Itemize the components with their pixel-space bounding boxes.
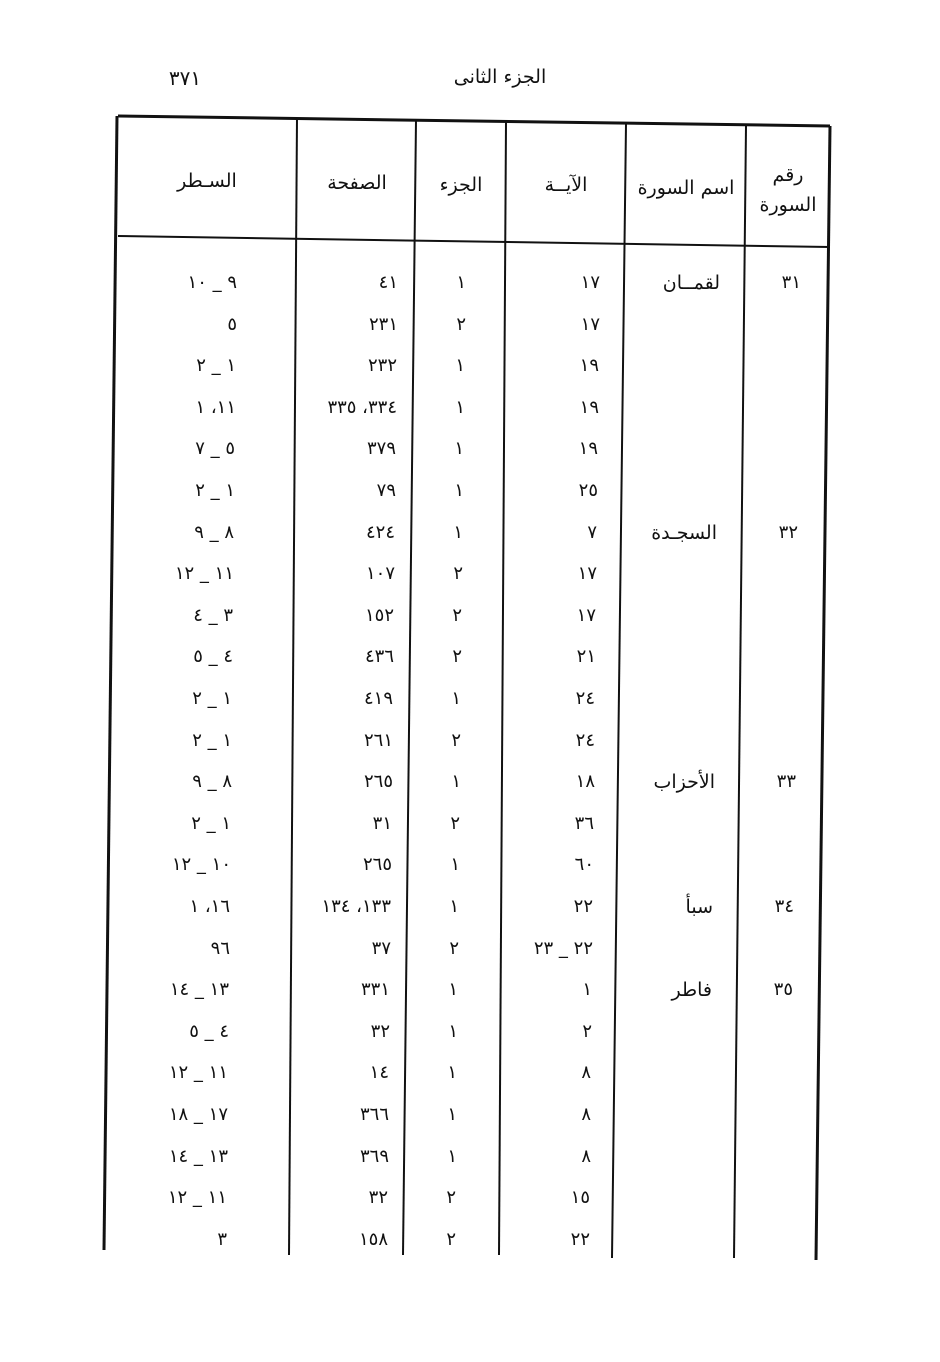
surah-number-cell: ٣٣ [776, 771, 796, 792]
part-cell: ٢ [446, 1229, 456, 1250]
ayah-cell: ٢٢ [573, 896, 593, 917]
part-cell: ١ [448, 1021, 458, 1042]
line-cell: ٩ _ ١٠ [187, 272, 237, 293]
ayah-cell: ١٧ [577, 563, 597, 584]
line-cell: ٥ _ ٧ [195, 438, 235, 459]
part-cell: ٢ [449, 938, 459, 959]
surah-name-cell: فاطر [671, 979, 712, 1001]
col-header-line: السـطر [177, 170, 237, 192]
header-bottom-border [118, 236, 830, 247]
line-cell: ١١ _ ١٢ [168, 1062, 228, 1083]
part-cell: ١ [451, 771, 461, 792]
part-cell: ١ [451, 688, 461, 709]
part-cell: ٢ [452, 646, 462, 667]
part-cell: ١ [456, 272, 466, 293]
page-cell: ٣٣١ [360, 979, 390, 1000]
part-cell: ١ [448, 979, 458, 1000]
page-cell: ٣٦٩ [359, 1146, 389, 1167]
line-cell: ١١ _ ١٢ [174, 563, 234, 584]
page-cell: ٣٣٤، ٣٣٥ [327, 397, 397, 418]
ayah-cell: ١٩ [579, 397, 599, 418]
page-cell: ٤٣٦ [364, 646, 394, 667]
page-cell: ٢٣١ [368, 314, 398, 335]
line-cell: ١١ _ ١٢ [167, 1187, 227, 1208]
ayah-cell: ١٧ [580, 272, 600, 293]
line-cell: ٨ _ ٩ [194, 522, 234, 543]
part-cell: ٢ [453, 563, 463, 584]
surah-number-cell: ٣٥ [773, 979, 793, 1000]
page-cell: ١٠٧ [365, 563, 395, 584]
ayah-cell: ١ [582, 979, 592, 1000]
part-cell: ١ [454, 480, 464, 501]
ayah-cell: ٨ [581, 1104, 591, 1125]
line-cell: ٤ _ ٥ [189, 1021, 229, 1042]
column-rule-part-ayah [499, 122, 506, 1255]
line-cell: ١ _ ٢ [191, 813, 231, 834]
line-cell: ١٧ _ ١٨ [168, 1104, 228, 1125]
part-cell: ١ [447, 1104, 457, 1125]
page-cell: ١٥٨ [358, 1229, 388, 1250]
page-cell: ١٣٣، ١٣٤ [321, 896, 391, 917]
page-cell: ٤٢٤ [365, 522, 395, 543]
page-cell: ٢٣٢ [367, 355, 397, 376]
line-cell: ١٠ _ ١٢ [171, 854, 231, 875]
page-cell: ٧٩ [376, 480, 396, 501]
ayah-cell: ١٨ [575, 771, 595, 792]
ayah-cell: ٢١ [576, 646, 596, 667]
line-cell: ٣ [217, 1229, 227, 1250]
part-cell: ١ [455, 355, 465, 376]
col-header-part: الجزء [439, 174, 483, 196]
table-top-border [118, 116, 830, 126]
col-header-surah-number: رقم السورة [759, 164, 817, 216]
ayah-cell: ١٩ [578, 438, 598, 459]
line-cell: ٣ _ ٤ [193, 605, 233, 626]
line-cell: ١ _ ٢ [195, 480, 235, 501]
line-cell: ١ _ ٢ [192, 730, 232, 751]
surah-number-cell: ٣٤ [774, 896, 794, 917]
col-header-page: الصفحة [327, 172, 387, 194]
col-header-ayah: الآيــة [544, 174, 588, 196]
part-cell: ١ [455, 397, 465, 418]
page-cell: ٤١٩ [363, 688, 393, 709]
page-cell: ٣٧ [371, 938, 391, 959]
line-cell: ١١، ١ [195, 397, 236, 418]
ayah-cell: ٢٢ [570, 1229, 590, 1250]
ayah-cell: ٨ [581, 1062, 591, 1083]
line-cell: ٩٦ [210, 938, 230, 959]
running-header-title: الجزء الثانى [453, 66, 547, 88]
page-cell: ٢٦١ [363, 730, 393, 751]
col-header-surah-name: اسم السورة [637, 177, 735, 199]
line-cell: ١٣ _ ١٤ [169, 979, 229, 1000]
column-rule-page-part [403, 120, 416, 1255]
column-rule-name-num [734, 126, 746, 1258]
ayah-cell: ١٩ [579, 355, 599, 376]
ayah-cell: ٢ [582, 1021, 592, 1042]
surah-name-cell: الأحزاب [653, 771, 715, 793]
surah-name-cell: لقمــان [662, 272, 720, 294]
ayah-cell: ٢٢ _ ٢٣ [533, 938, 593, 959]
surah-name-cell: سبأ [685, 896, 713, 918]
part-cell: ١ [453, 522, 463, 543]
part-cell: ٢ [446, 1187, 456, 1208]
part-cell: ٢ [456, 314, 466, 335]
line-cell: ٤ _ ٥ [193, 646, 233, 667]
page-cell: ٣٦٦ [359, 1104, 389, 1125]
page-cell: ٣٧٩ [366, 438, 396, 459]
page-cell: ١٤ [369, 1062, 389, 1083]
part-cell: ١ [447, 1146, 457, 1167]
part-cell: ١ [450, 854, 460, 875]
ayah-cell: ١٧ [580, 314, 600, 335]
ayah-cell: ٢٤ [575, 730, 595, 751]
ayah-cell: ١٥ [570, 1187, 590, 1208]
column-rule-line-page [289, 118, 297, 1255]
line-cell: ١ _ ٢ [196, 355, 236, 376]
page-cell: ٣٢ [368, 1187, 388, 1208]
page-cell: ٢٦٥ [363, 771, 393, 792]
line-cell: ٨ _ ٩ [192, 771, 232, 792]
ayah-cell: ٣٦ [574, 813, 594, 834]
surah-number-cell: ٣١ [781, 272, 801, 293]
line-cell: ٥ [227, 314, 237, 335]
part-cell: ١ [447, 1062, 457, 1083]
ayah-cell: ١٧ [576, 605, 596, 626]
page-cell: ٤١ [378, 272, 398, 293]
ayah-cell: ٢٥ [578, 480, 598, 501]
ayah-cell: ٦٠ [574, 854, 594, 875]
surah-number-cell: ٣٢ [778, 522, 798, 543]
page-number: ٣٧١ [168, 66, 202, 90]
line-cell: ١٣ _ ١٤ [168, 1146, 228, 1167]
column-rule-right [816, 126, 830, 1260]
ayah-cell: ٨ [581, 1146, 591, 1167]
part-cell: ٢ [450, 813, 460, 834]
part-cell: ٢ [451, 730, 461, 751]
part-cell: ١ [449, 896, 459, 917]
page-cell: ٢٦٥ [362, 854, 392, 875]
part-cell: ٢ [452, 605, 462, 626]
page-cell: ٣٢ [370, 1021, 390, 1042]
part-cell: ١ [454, 438, 464, 459]
page-cell: ١٥٢ [364, 605, 394, 626]
column-rule-ayah-name [612, 124, 626, 1258]
ayah-cell: ٧ [587, 522, 597, 543]
surah-name-cell: السجـدة [651, 522, 717, 544]
line-cell: ١ _ ٢ [192, 688, 232, 709]
ayah-cell: ٢٤ [575, 688, 595, 709]
column-rule-left [104, 116, 117, 1250]
page-cell: ٣١ [372, 813, 392, 834]
line-cell: ١٦، ١ [189, 896, 230, 917]
